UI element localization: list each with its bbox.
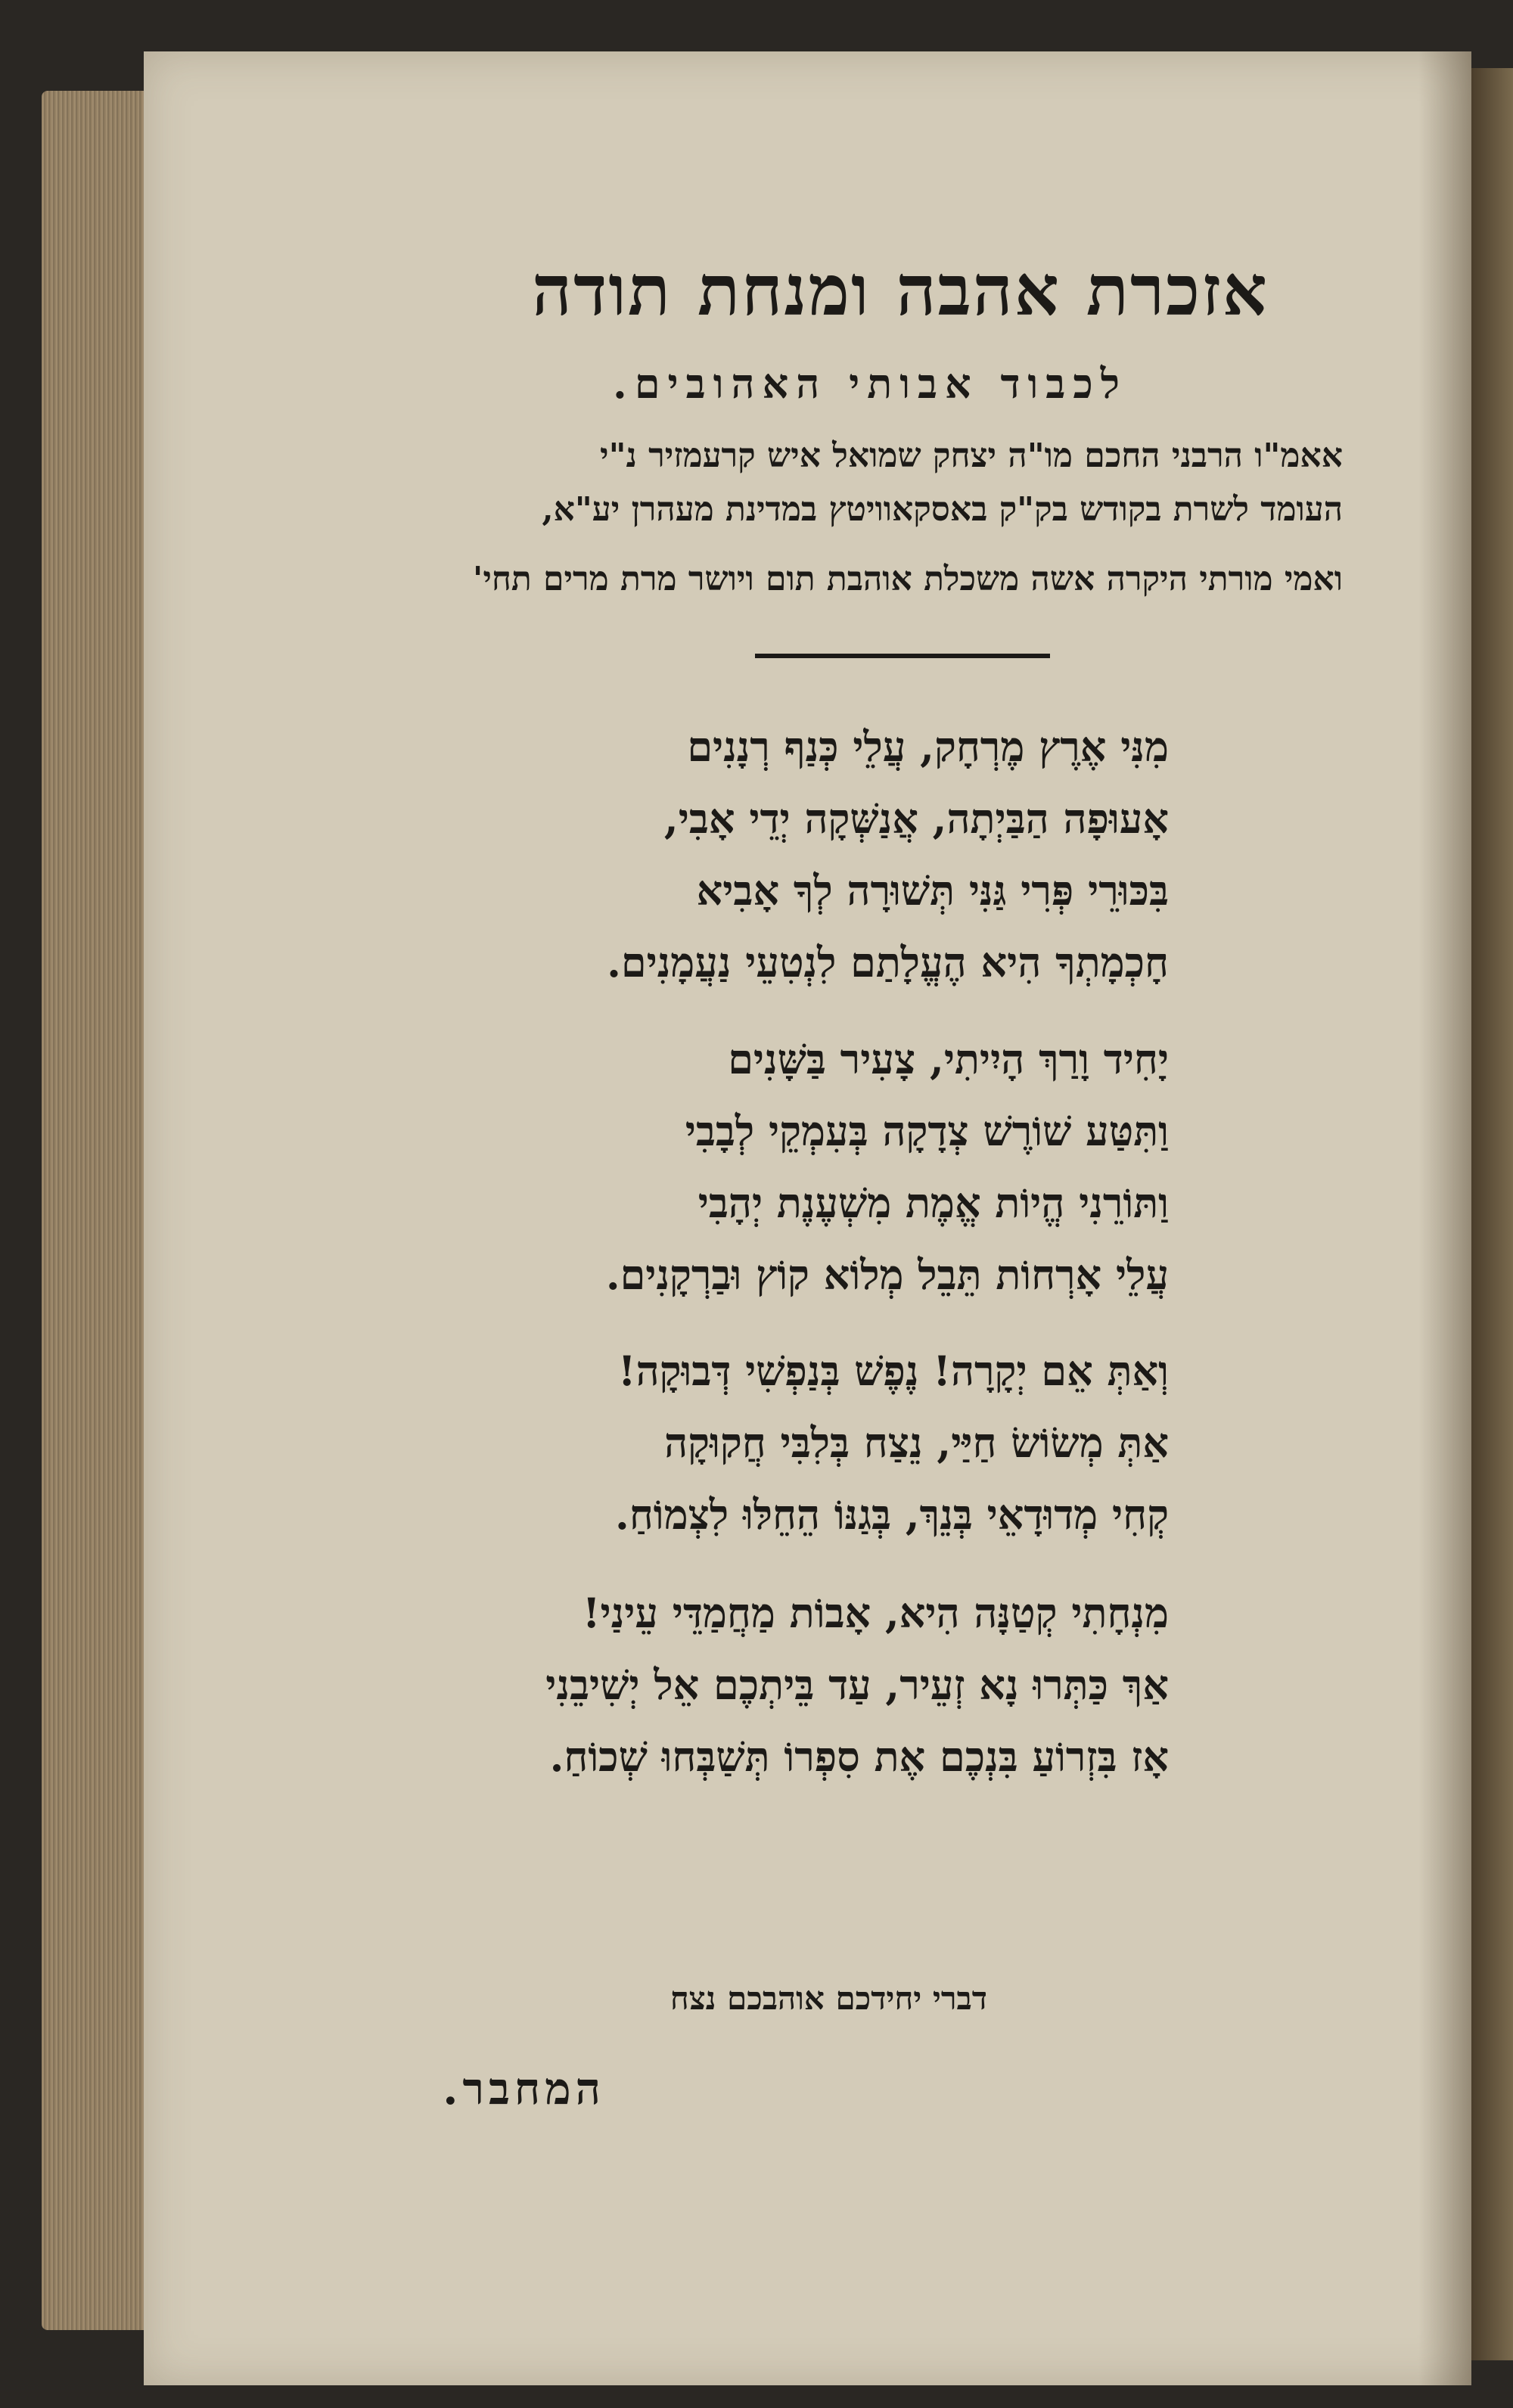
poem-line: מִנִּי אֶרֶץ מֶרְחָק, עֲלֵי כְּנַף רְנָנִים [687,722,1169,771]
poem-line: אָז בִּזְרוֹעַ בִּנְכֶם אֶת סִפְרוֹ תְּשַׁבְּחוּ שְׁכוֹחַ. [549,1732,1169,1781]
poem-line: אַךְ כַּתְּרוּ נָא זְעֵיר, עַד בֵּיתְכֶם אֵל יְשִׁיבֵנִי [545,1661,1169,1709]
poem-line: וַתּוֹרֵנִי הֱיוֹת אֱמֶת מִשְׁעֶנֶת יְהָבִי [697,1179,1169,1227]
author-signature: המחבר. [443,2063,605,2114]
dedication-line-father-position: העומד לשרת בקודש בק"ק באסקאוויטץ במדינת מעהרן יע"א, [542,490,1343,529]
dedication-line-father: אאמ"ו הרבני החכם מו"ה יצחק שמואל איש קרעמזיר נ"י [600,437,1343,475]
poem-line: אָעוּפָה הַבַּיְתָה, אֲנַשְּׁקָה יְדֵי אָבִי, [663,794,1169,843]
poem-line: וַתִּטַּע שׁוֹרֶשׁ צְדָקָה בְּעִמְקֵי לְבָבִי [685,1107,1169,1155]
poem-line: חָכְמָתְךָ הִיא הֶעֱלָתַם לִנְטִעֵי נַעֲמָנִים. [607,938,1169,987]
closing-line: דברי יחידכם אוהבכם נצח [670,1980,987,2017]
poem-line: עֲלֵי אָרְחוֹת תֵּבֵל מְלוֹא קוֹץ וּבַרְקָנִים. [605,1251,1169,1299]
poem-line: אַתְּ מְשׂוֹשׂ חַיַּי, נֵצַח בְּלִבִּי חֲקוּקָה [664,1418,1169,1467]
poem-line: קְחִי מְדוּדָאֵי בְּנֵךְ, בְּגַנּוֹ הֵחֵלּוּ לִצְמוֹחַ. [615,1490,1169,1539]
facing-page-edge [1471,68,1513,2360]
poem-line: בִּכּוּרֵי פְּרִי גַּנִּי תְּשׁוּרָה לְךָ אָבִיא [696,866,1169,915]
poem-line: מִנְחָתִי קְטַנָּה הִיא, אָבוֹת מַחֲמַדֵּי עֵינַי! [582,1589,1169,1637]
page-subtitle: לכבוד אבותי האהובים. [613,359,1127,408]
section-divider [755,654,1050,658]
page-title: אזכרת אהבה ומנחת תודה [532,250,1269,331]
poem-line: וְאַתְּ אֵם יְקָרָה! נֶפֶשׁ בְּנַפְשִׁי דְּבוּקָה! [617,1347,1169,1395]
page-edges [42,91,155,2330]
poem-line: יָחִיד וָרַךְ הָיִיתִי, צָעִיר בַּשָּׁנִים [728,1035,1169,1083]
spine-shadow [1418,51,1471,2385]
dedication-line-mother: ואמי מורתי היקרה אשה משכלת אוהבת תום ויושר מרת מרים תחי' [472,560,1343,598]
